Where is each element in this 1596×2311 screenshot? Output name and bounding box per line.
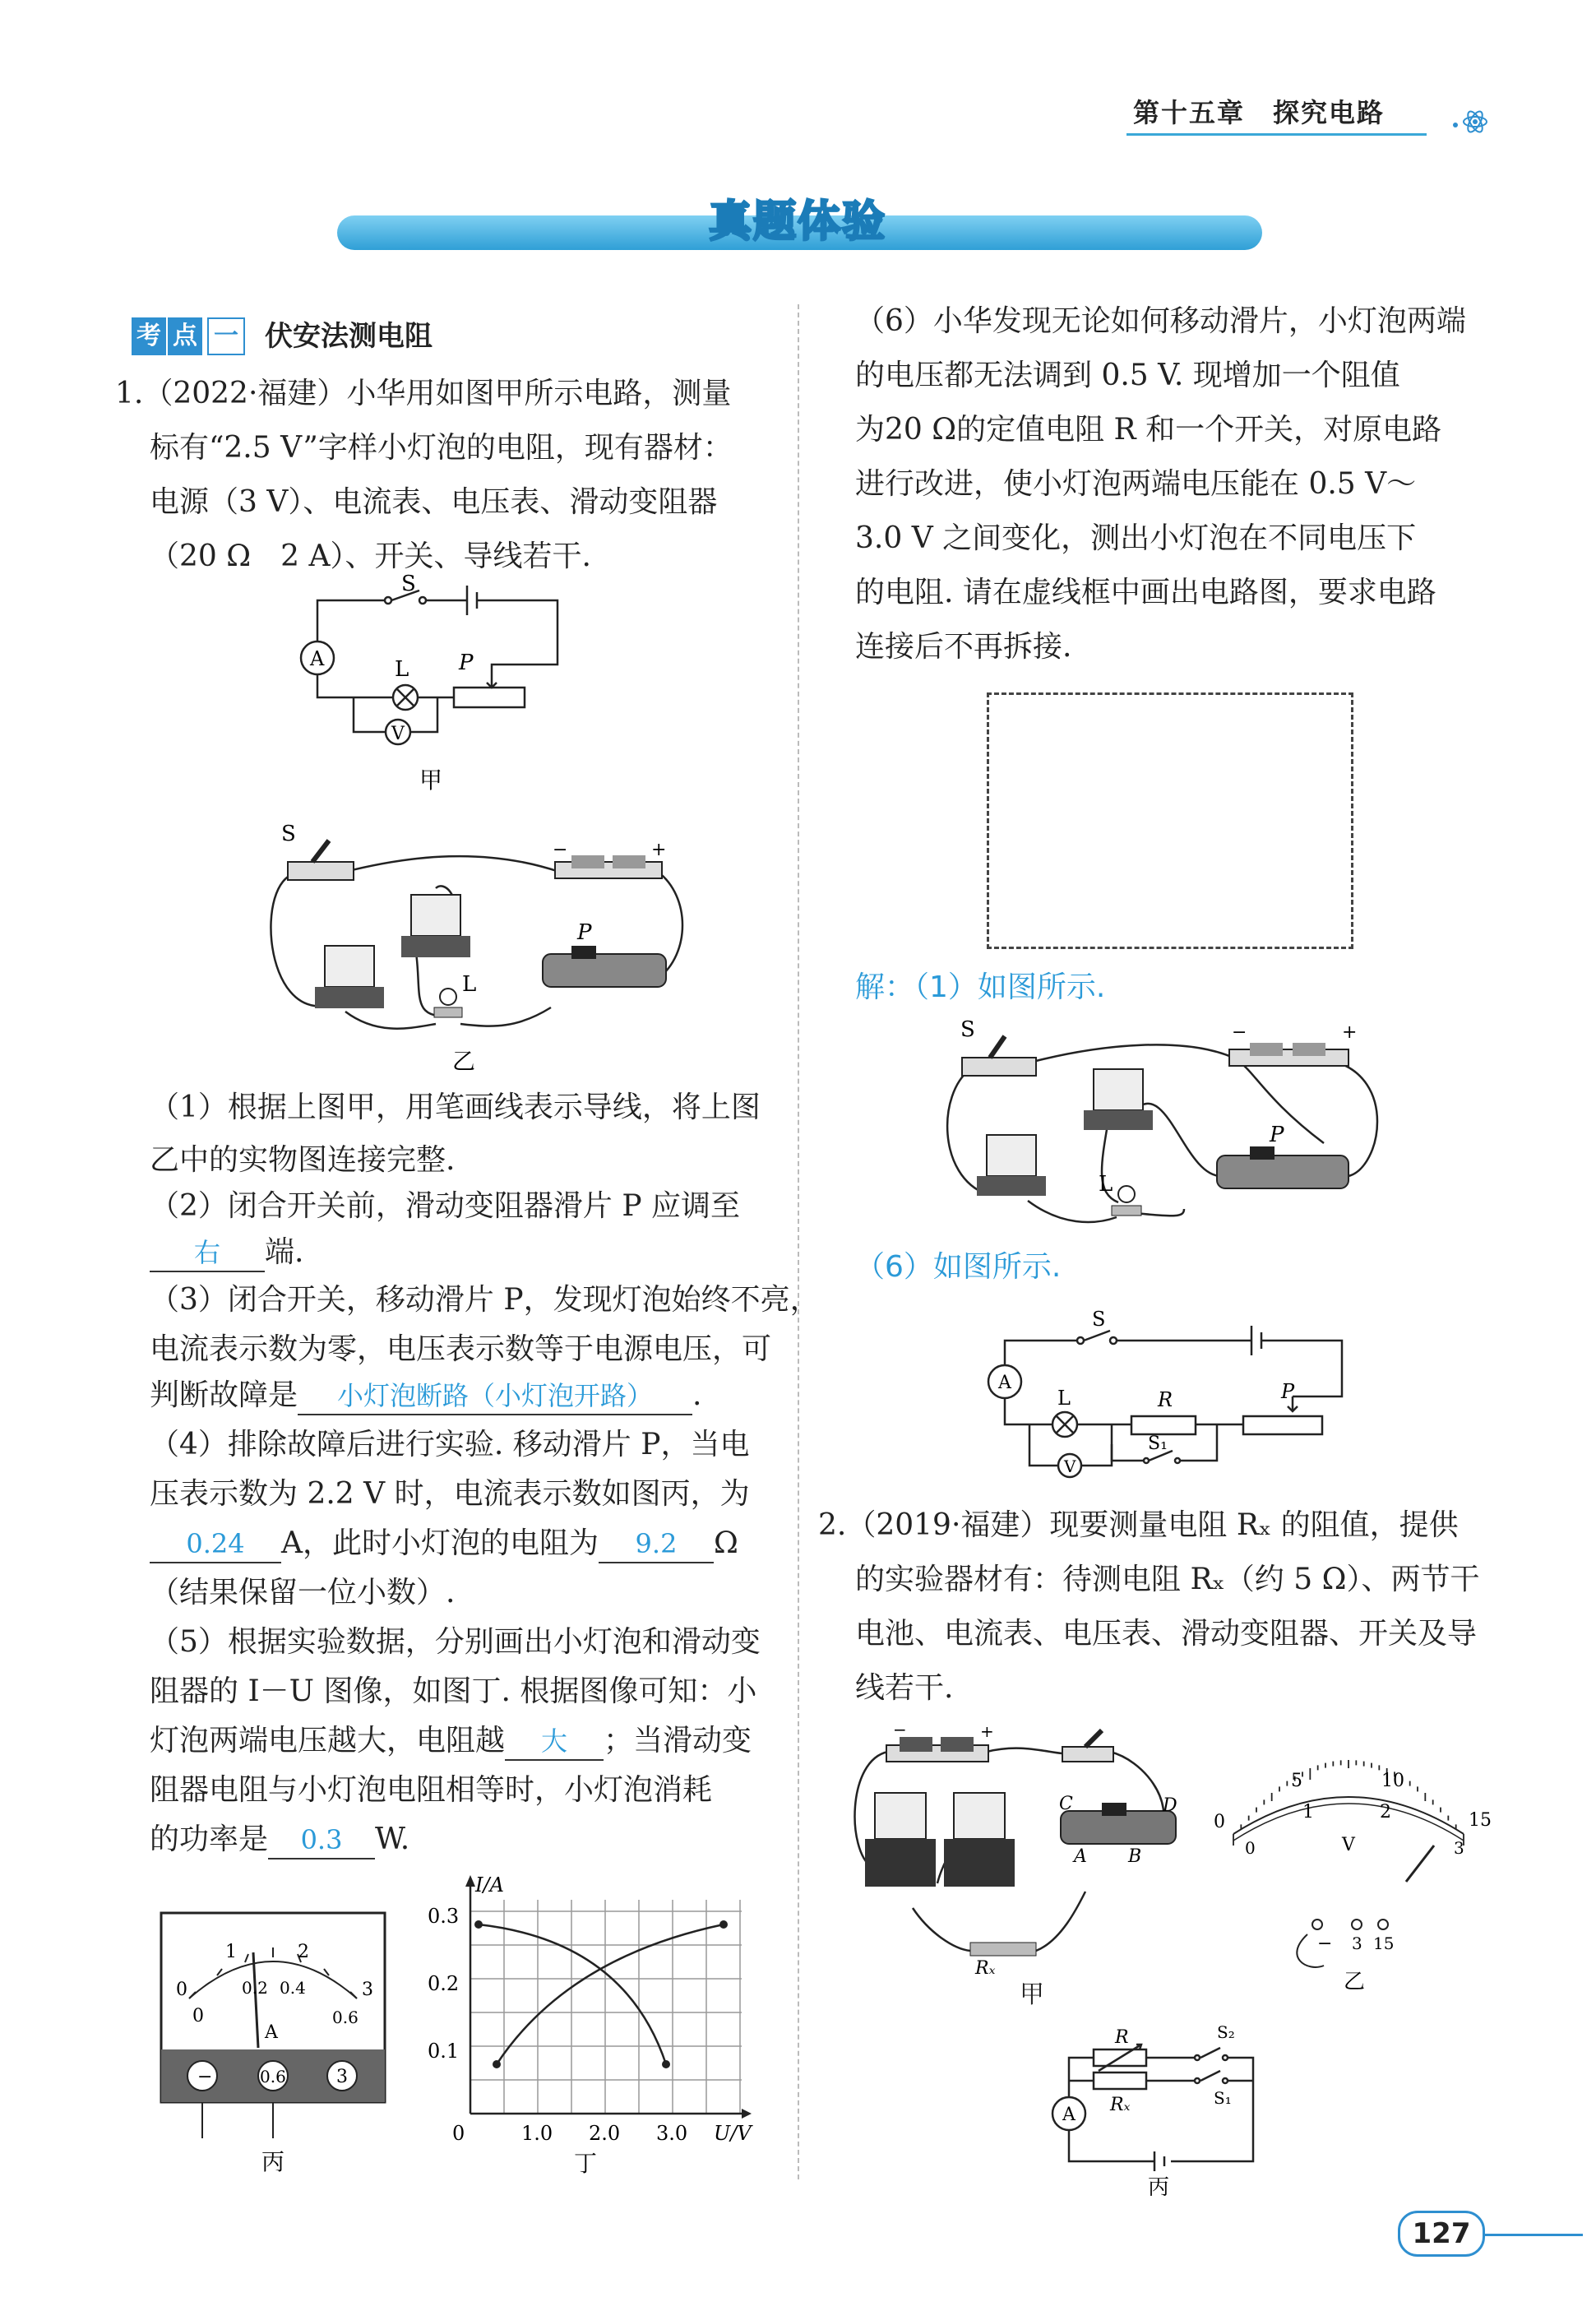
q1-p6-line-3: 为20 Ω的定值电阻 R 和一个开关，对原电路 [855, 413, 1442, 447]
q1-fig-yi [247, 822, 691, 1077]
curve-endpoint [493, 2060, 501, 2068]
svg-text:1: 1 [1302, 1802, 1314, 1822]
caption-jia: 甲 [419, 766, 443, 794]
q1-p5-answer-1: 大 [505, 1723, 604, 1761]
svg-text:P: P [1270, 1123, 1284, 1147]
chapter-title: 第十五章 探究电路 [1133, 97, 1386, 128]
q2-caption-jia: 甲 [1020, 1980, 1044, 2009]
q1-p4-answer-1: 0.24 [150, 1526, 281, 1563]
q1-p5-line-5: 的功率是 0.3 W. [150, 1813, 409, 1867]
svg-text:−: − [1317, 1934, 1333, 1954]
svg-text:2.0: 2.0 [589, 2122, 621, 2145]
svg-text:0: 0 [1245, 1838, 1256, 1858]
svg-text:D: D [1163, 1795, 1177, 1816]
svg-text:丁: 丁 [574, 2150, 598, 2177]
rheostat-device [543, 954, 666, 987]
svg-text:丙: 丙 [261, 2148, 285, 2175]
svg-text:+: + [980, 1727, 994, 1741]
topic-tag-2: 点 [168, 317, 202, 355]
q2-line-1: 2.（2019·福建）现要测量电阻 Rₓ 的阻值，提供 [818, 1508, 1459, 1542]
battery-box [555, 862, 662, 878]
bulb-device [440, 989, 456, 1005]
svg-text:5: 5 [1291, 1771, 1302, 1791]
svg-text:−: − [893, 1727, 907, 1739]
svg-text:+: + [1342, 1022, 1358, 1043]
q1-p4-answer-2: 9.2 [599, 1526, 714, 1563]
svg-text:S: S [1092, 1308, 1106, 1331]
label-p: P [577, 920, 592, 945]
curve-endpoint [474, 1920, 483, 1929]
solution-fig-6 [970, 1291, 1365, 1505]
curve-endpoint [719, 1920, 728, 1929]
q1-p3-line-1: （3）闭合开关，移动滑片 P，发现灯泡始终不亮， [150, 1283, 820, 1317]
q2-line-3: 电池、电流表、电压表、滑动变阻器、开关及导 [855, 1617, 1478, 1651]
label-plus: + [651, 840, 667, 860]
q1-p2-answer: 右 [150, 1234, 265, 1272]
q1-p5-line-4: 阻器电阻与小灯泡电阻相等时，小灯泡消耗 [150, 1773, 713, 1807]
label-l: L [462, 972, 477, 997]
answer-drawing-box[interactable] [987, 692, 1353, 949]
svg-text:3: 3 [1352, 1934, 1362, 1953]
q1-p6-line-4: 进行改进，使小灯泡两端电压能在 0.5 V～ [855, 467, 1417, 501]
label-v: V [391, 724, 405, 744]
svg-text:0.2: 0.2 [242, 1978, 268, 1998]
q1-p6-line-5: 3.0 V 之间变化，测出小灯泡在不同电压下 [855, 521, 1417, 555]
svg-text:0: 0 [452, 2122, 465, 2145]
svg-text:A: A [998, 1373, 1011, 1393]
q1-p1-line-1: （1）根据上图甲，用笔画线表示导线，将上图 [150, 1091, 761, 1124]
label-p: P [459, 651, 474, 675]
q2-line-2: 的实验器材有：待测电阻 Rₓ（约 5 Ω）、两节干 [855, 1563, 1480, 1596]
svg-text:0: 0 [1214, 1812, 1225, 1832]
svg-text:2: 2 [1380, 1802, 1391, 1822]
q2-line-4: 线若干. [855, 1671, 954, 1705]
column-divider [798, 304, 799, 2179]
q2-fig-bing [1044, 2007, 1291, 2196]
q1-fig-jia [296, 567, 592, 806]
svg-text:0.6: 0.6 [332, 2008, 359, 2027]
q1-p5-line-1: （5）根据实验数据，分别画出小灯泡和滑动变 [150, 1625, 761, 1659]
topic-title: 伏安法测电阻 [265, 320, 433, 353]
svg-text:S₁: S₁ [1214, 2088, 1232, 2108]
svg-text:−: − [1232, 1022, 1247, 1043]
q2-fig-yi [1200, 1744, 1513, 2007]
svg-text:丙: 丙 [1148, 2175, 1170, 2196]
svg-text:Rₓ: Rₓ [975, 1958, 996, 1974]
label-s: S [401, 572, 416, 596]
q1-p4-line-4: （结果保留一位小数）. [150, 1576, 456, 1609]
svg-text:S₂: S₂ [1217, 2022, 1235, 2042]
topic-tag-1: 考 [132, 317, 166, 355]
switch-s [288, 862, 354, 880]
svg-text:0.1: 0.1 [428, 2040, 460, 2063]
q1-p1-line-2: 乙中的实物图连接完整. [150, 1143, 456, 1177]
ammeter-device [325, 946, 374, 987]
q1-p2-line-2: 右 端. [150, 1225, 303, 1280]
q1-p5-answer-2: 0.3 [268, 1822, 375, 1859]
topic-tag-3: 一 [207, 317, 245, 355]
svg-text:1: 1 [225, 1942, 237, 1962]
svg-text:3.0: 3.0 [656, 2122, 688, 2145]
footer-rule [1476, 2234, 1583, 2236]
q1-line-4: （20 Ω 2 A）、开关、导线若干. [150, 540, 591, 573]
q1-p6-line-6: 的电阻. 请在虚线框中画出电路图，要求电路 [855, 576, 1436, 609]
svg-text:V: V [1064, 1457, 1076, 1476]
svg-text:1.0: 1.0 [521, 2122, 553, 2145]
solution-1-text: 解：（1）如图所示. [855, 970, 1106, 1004]
atom-icon [1447, 105, 1497, 138]
q1-fig-ding [419, 1867, 765, 2179]
svg-text:Rₓ: Rₓ [1110, 2095, 1131, 2115]
q1-line-1: 1.（2022·福建）小华用如图甲所示电路，测量 [115, 377, 732, 410]
svg-text:A: A [265, 2022, 278, 2043]
svg-text:0: 0 [192, 2006, 204, 2026]
svg-text:0.4: 0.4 [280, 1978, 306, 1998]
q1-p6-line-7: 连接后不再拆接. [855, 630, 1072, 664]
svg-text:A: A [1062, 2105, 1076, 2125]
q1-line-2: 标有“2.5 V”字样小灯泡的电阻，现有器材： [150, 431, 733, 465]
svg-text:A: A [1074, 1846, 1087, 1867]
q1-p6-line-2: 的电压都无法调到 0.5 V. 现增加一个阻值 [855, 359, 1400, 392]
q1-p3-answer: 小灯泡断路（小灯泡开路） [298, 1378, 692, 1415]
q1-p4-line-1: （4）排除故障后进行实验. 移动滑片 P，当电 [150, 1428, 750, 1461]
svg-text:R: R [1158, 1388, 1173, 1411]
label-l: L [395, 657, 409, 682]
svg-text:乙: 乙 [1344, 1970, 1366, 1994]
caption-yi: 乙 [452, 1048, 476, 1075]
svg-text:0.2: 0.2 [428, 1972, 460, 1995]
svg-text:10: 10 [1381, 1771, 1404, 1791]
page-number: 127 [1398, 2211, 1485, 2257]
svg-text:B: B [1128, 1846, 1142, 1867]
svg-text:3: 3 [1454, 1838, 1464, 1858]
q1-p5-line-3: 灯泡两端电压越大，电阻越 大 ；当滑动变 [150, 1714, 752, 1768]
voltmeter-device [411, 895, 460, 936]
section-title: 真题体验 [708, 197, 886, 247]
q1-p5-line-2: 阻器的 I－U 图像，如图丁. 根据图像可知：小 [150, 1674, 757, 1708]
solution-fig-1 [937, 1012, 1398, 1242]
q1-p6-line-1: （6）小华发现无论如何移动滑片，小灯泡两端 [855, 304, 1466, 338]
svg-text:2: 2 [298, 1942, 309, 1962]
svg-text:R: R [1115, 2027, 1129, 2048]
svg-text:U/V: U/V [714, 2122, 752, 2145]
svg-text:P: P [1281, 1380, 1295, 1403]
svg-text:3: 3 [362, 1980, 373, 2000]
label-a: A [310, 647, 325, 670]
header-rule [1126, 133, 1427, 136]
svg-text:15: 15 [1373, 1934, 1395, 1953]
solution-6-text: （6）如图所示. [855, 1250, 1062, 1284]
svg-text:15: 15 [1469, 1810, 1492, 1831]
q1-p4-line-2: 压表示数为 2.2 V 时，电流表示数如图丙，为 [150, 1477, 750, 1511]
svg-text:S: S [960, 1017, 975, 1042]
svg-text:I/A: I/A [475, 1873, 504, 1897]
q1-line-3: 电源（3 V）、电流表、电压表、滑动变阻器 [150, 485, 718, 519]
label-minus: − [553, 840, 568, 860]
q1-fig-bing [156, 1908, 395, 2179]
svg-text:0: 0 [176, 1980, 187, 2000]
q1-p3-line-2: 电流表示数为零，电压表示数等于电源电压，可 [150, 1332, 772, 1366]
q1-p4-line-3: 0.24 A，此时小灯泡的电阻为 9.2 Ω [150, 1517, 738, 1571]
svg-text:L: L [1057, 1387, 1071, 1410]
svg-text:C: C [1059, 1794, 1073, 1814]
q2-fig-jia [847, 1727, 1200, 1974]
svg-text:V: V [1342, 1835, 1355, 1855]
svg-text:0.3: 0.3 [428, 1905, 460, 1928]
curve-endpoint [662, 2060, 670, 2068]
q1-p3-line-3: 判断故障是 小灯泡断路（小灯泡开路） . [150, 1369, 701, 1423]
svg-text:−: − [197, 2067, 213, 2087]
svg-text:S₁: S₁ [1148, 1433, 1168, 1454]
q1-p2-line-1: （2）闭合开关前，滑动变阻器滑片 P 应调至 [150, 1189, 741, 1223]
svg-text:L: L [1099, 1172, 1113, 1197]
svg-text:0.6: 0.6 [260, 2067, 286, 2086]
svg-text:3: 3 [336, 2067, 348, 2087]
label-s: S [281, 822, 296, 846]
